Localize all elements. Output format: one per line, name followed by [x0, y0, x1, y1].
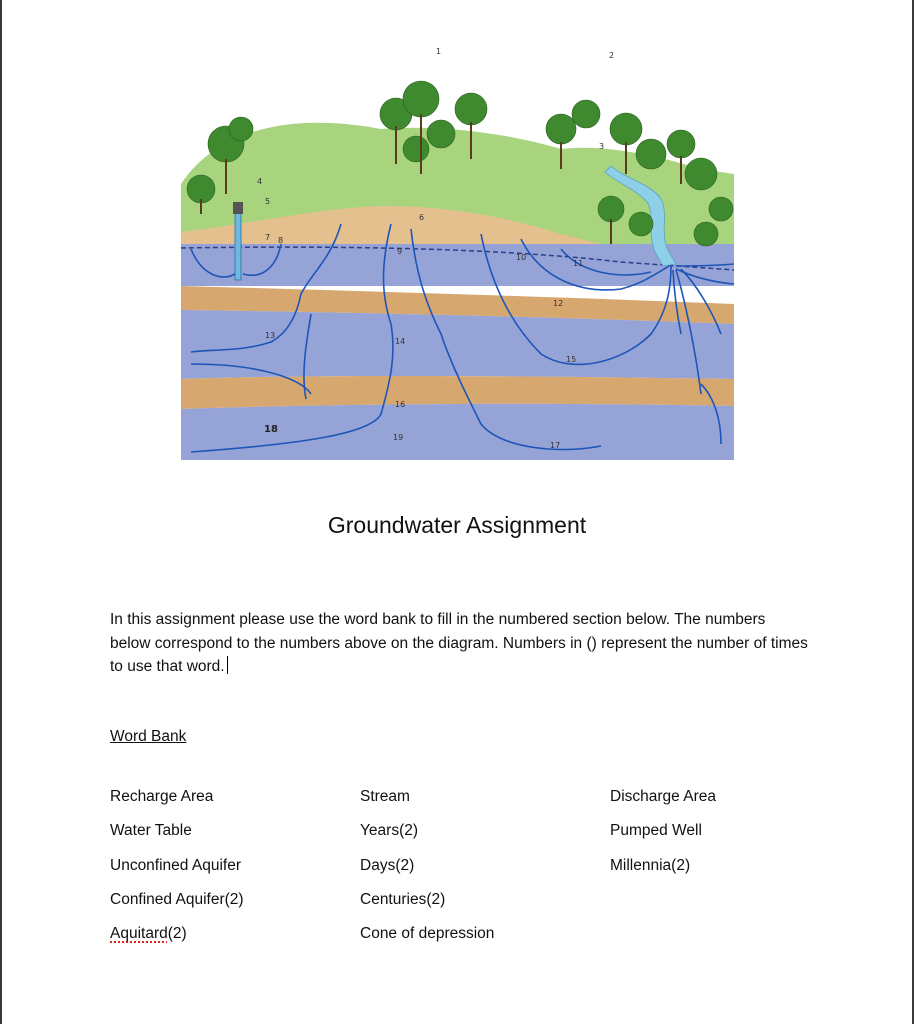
diagram-pumped-well	[235, 212, 241, 280]
word-bank-item: Days(2)	[360, 856, 415, 874]
spellcheck-flagged-word[interactable]: Aquitard	[110, 925, 168, 943]
diagram-label-4: 4	[257, 177, 263, 186]
diagram-label-6: 6	[419, 213, 425, 222]
instructions-paragraph[interactable]	[110, 608, 810, 679]
diagram-label-2: 2	[609, 51, 615, 60]
text-cursor	[227, 656, 228, 674]
diagram-label-12: 12	[553, 299, 564, 308]
groundwater-diagram	[181, 34, 734, 460]
instructions-text: In this assignment please use the word bank to fill in the numbered section below. The numbers below correspond to the numbers above on the diagram. Numbers in () represent the number of times to use that word.	[110, 611, 808, 675]
document-title: Groundwater Assignment	[327, 512, 587, 538]
aquitard-count: (2)	[167, 925, 187, 943]
diagram-well-pump	[233, 202, 243, 214]
groundwater-diagram-svg	[181, 34, 734, 460]
diagram-label-1: 1	[436, 47, 442, 56]
word-bank-item: Recharge Area	[110, 788, 214, 805]
word-bank-column-2	[360, 786, 494, 957]
word-bank-column-1	[110, 786, 244, 957]
word-bank-heading: Word Bank	[110, 728, 187, 745]
diagram-label-18: 18	[264, 424, 278, 435]
word-bank-item: Stream	[360, 788, 410, 805]
diagram-label-13: 13	[265, 331, 276, 340]
word-bank-item: Pumped Well	[610, 822, 702, 840]
word-bank-item: Years(2)	[360, 822, 419, 840]
diagram-label-19: 19	[393, 433, 404, 442]
word-bank-item-aquitard	[110, 923, 244, 957]
diagram-label-9: 9	[397, 247, 403, 256]
diagram-label-15: 15	[566, 355, 577, 364]
diagram-label-7: 7	[265, 233, 271, 242]
word-bank-item: Discharge Area	[610, 788, 716, 805]
word-bank-item: Millennia(2)	[610, 856, 691, 874]
diagram-label-5: 5	[265, 197, 271, 206]
word-bank-item: Unconfined Aquifer	[110, 856, 241, 874]
diagram-label-8: 8	[278, 236, 284, 245]
diagram-label-16: 16	[395, 400, 406, 409]
diagram-label-3: 3	[599, 142, 605, 151]
diagram-label-14: 14	[395, 337, 406, 346]
word-bank-item: Water Table	[110, 822, 192, 840]
word-bank-item: Confined Aquifer(2)	[110, 890, 244, 908]
word-bank-item: Cone of depression	[360, 925, 495, 943]
word-bank-column-3	[610, 786, 716, 889]
diagram-label-17: 17	[550, 441, 561, 450]
diagram-label-11: 11	[573, 259, 584, 268]
word-bank-item: Centuries(2)	[360, 890, 446, 908]
diagram-label-10: 10	[516, 253, 527, 262]
